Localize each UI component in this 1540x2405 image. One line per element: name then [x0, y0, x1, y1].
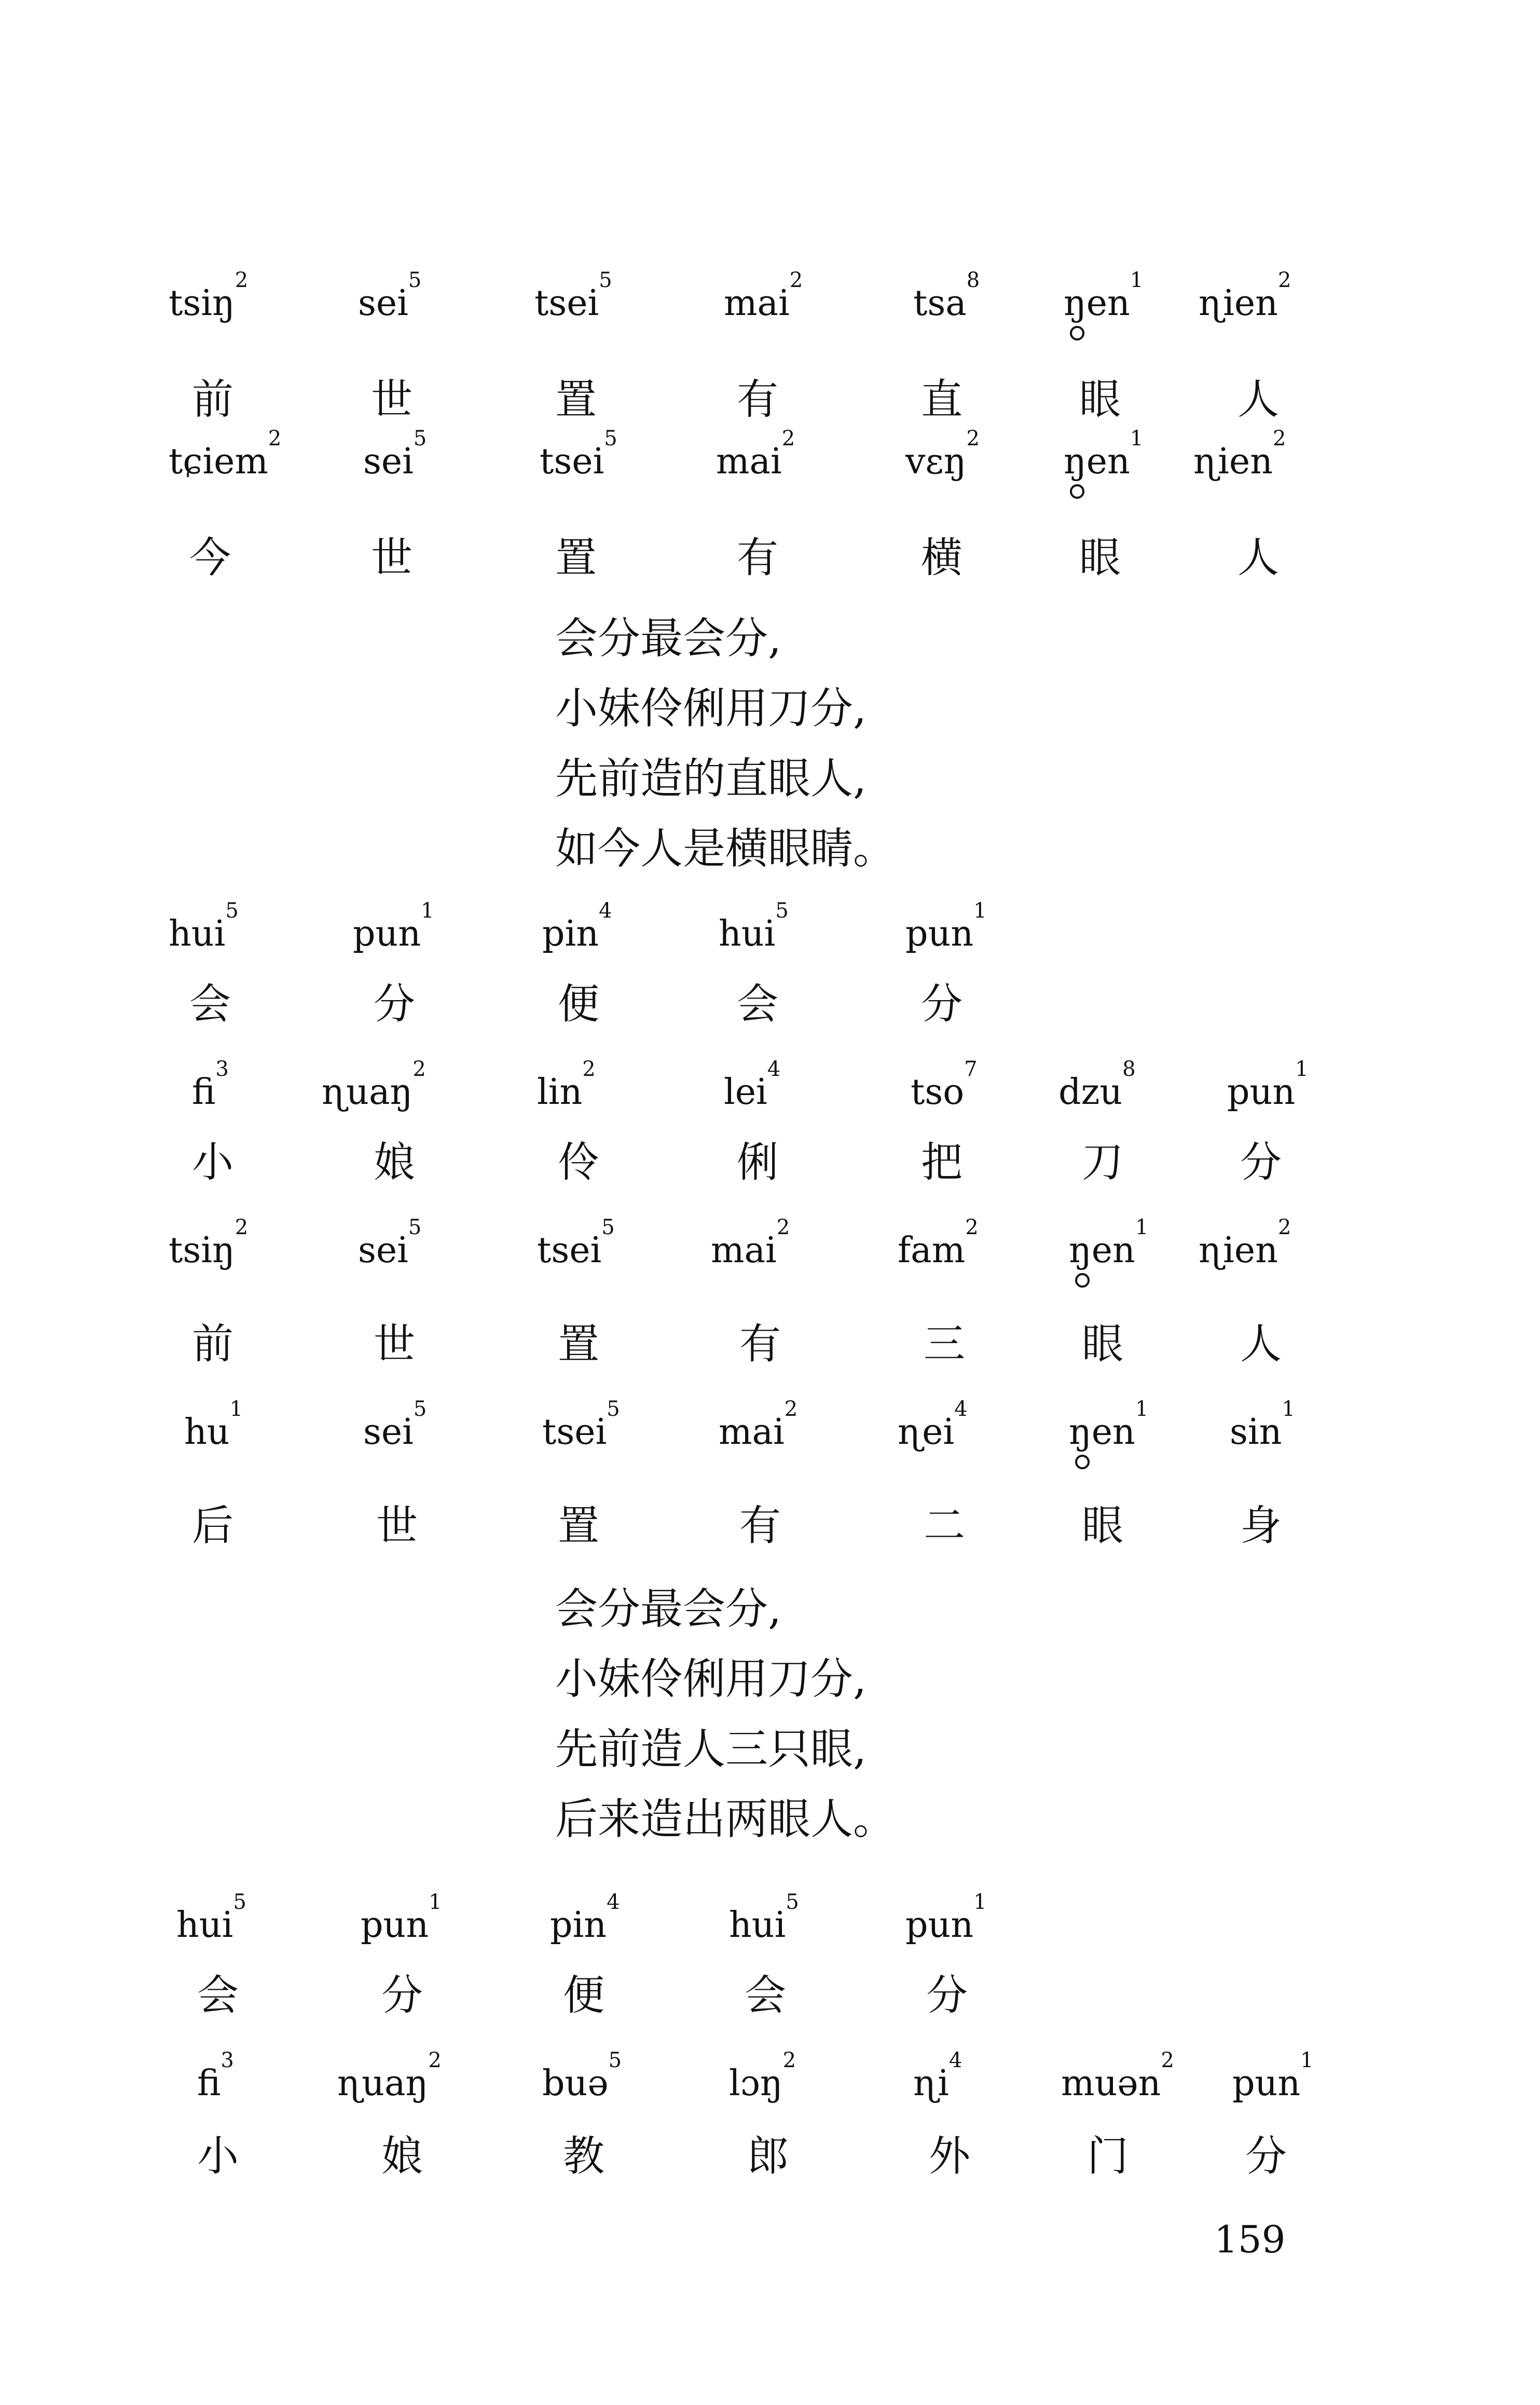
syllable: hui$^5$ [719, 899, 789, 954]
syllable: lɔŋ$^2$ [729, 2048, 796, 2104]
verse-line: 先前造人三只眼, [555, 1725, 867, 1774]
hanzi: 把 [921, 1138, 962, 1186]
syllable: sei$^5$ [358, 1215, 422, 1271]
hanzi: 置 [555, 375, 597, 423]
syllable: ŋen$^1$ [1064, 275, 1143, 332]
hanzi: 置 [558, 1320, 599, 1368]
syllable: mai$^2$ [711, 1215, 790, 1271]
syllable: pun$^1$ [1227, 1057, 1309, 1113]
syllable: ɳien$^2$ [1199, 1215, 1291, 1271]
verse-line: 小妹伶俐用刀分, [555, 1655, 867, 1704]
syllable: pun$^1$ [361, 1890, 442, 1946]
syllable: $fi^3$ [197, 2048, 234, 2104]
hanzi: 外 [929, 2132, 970, 2180]
hanzi: 教 [563, 2132, 604, 2180]
syllable: tsa$^8$ [913, 268, 980, 324]
hanzi-row [0, 529, 1540, 586]
hanzi: 有 [739, 1501, 781, 1550]
hanzi: 分 [374, 980, 415, 1028]
verse-line: 会分最会分, [555, 614, 782, 663]
hanzi: 置 [558, 1501, 599, 1550]
hanzi: 会 [745, 1971, 786, 2019]
hanzi: 俐 [737, 1138, 778, 1186]
syllable: mai$^2$ [724, 268, 803, 324]
syllable: dzu$^8$ [1058, 1057, 1136, 1113]
syllable: tso$^7$ [911, 1057, 978, 1113]
hanzi: 分 [1240, 1138, 1282, 1186]
syllable: sei$^5$ [358, 268, 422, 324]
hanzi: 眼 [1079, 534, 1121, 582]
syllable: pun$^1$ [1232, 2048, 1314, 2104]
hanzi: 眼 [1079, 375, 1121, 423]
hanzi-row [0, 371, 1540, 428]
syllable: ɳien$^2$ [1193, 427, 1286, 482]
syllable: ɳuaŋ$^2$ [337, 2048, 442, 2104]
romanization-row [0, 1215, 1540, 1279]
hanzi: 有 [737, 375, 778, 423]
syllable: tsiŋ$^2$ [169, 268, 249, 324]
hanzi: 世 [374, 1320, 415, 1368]
hanzi-row [0, 1134, 1540, 1191]
syllable: $hu^1$ [184, 1397, 243, 1453]
hanzi: 会 [189, 980, 231, 1028]
hanzi: 有 [737, 534, 778, 582]
hanzi: 人 [1240, 1320, 1282, 1368]
page-number: 159 [1214, 2218, 1286, 2261]
hanzi: 郎 [747, 2132, 789, 2180]
syllable: pin$^4$ [550, 1890, 620, 1946]
hanzi-row [0, 976, 1540, 1033]
hanzi: 眼 [1082, 1320, 1123, 1368]
syllable: tsei$^5$ [542, 1397, 620, 1453]
verse-line: 后来造出两眼人。 [555, 1795, 896, 1844]
hanzi: 有 [739, 1320, 781, 1368]
syllable: ŋen$^1$ [1069, 1404, 1148, 1461]
hanzi: 刀 [1082, 1138, 1123, 1186]
syllable: buə$^5$ [542, 2048, 622, 2104]
syllable: pun$^1$ [905, 1890, 987, 1946]
hanzi: 直 [921, 375, 962, 423]
syllable: lin$^2$ [537, 1057, 596, 1113]
syllable: mai$^2$ [716, 427, 795, 482]
hanzi: 便 [558, 980, 599, 1028]
verse-line: 如今人是横眼睛。 [555, 824, 896, 873]
syllable: $fi^3$ [192, 1057, 229, 1113]
hanzi: 便 [563, 1971, 604, 2019]
syllable: ɳuaŋ$^2$ [322, 1057, 426, 1113]
hanzi: 会 [737, 980, 778, 1028]
hanzi: 横 [921, 534, 962, 582]
romanization-row [0, 268, 1540, 332]
syllable: mai$^2$ [719, 1397, 798, 1453]
verse-line: 会分最会分, [555, 1584, 782, 1634]
syllable: pun$^1$ [353, 899, 434, 954]
verse-line: 先前造的直眼人, [555, 754, 867, 803]
hanzi: 世 [371, 375, 412, 423]
hanzi: 置 [555, 534, 597, 582]
syllable: sei$^5$ [363, 1397, 427, 1453]
hanzi: 后 [192, 1501, 233, 1550]
hanzi-row [0, 1967, 1540, 2024]
syllable: tsei$^5$ [540, 427, 617, 482]
romanization-row [0, 427, 1540, 490]
syllable: tsei$^5$ [534, 268, 612, 324]
hanzi: 小 [192, 1138, 233, 1186]
romanization-row [0, 899, 1540, 963]
syllable: ɳien$^2$ [1199, 268, 1291, 324]
hanzi: 前 [192, 375, 233, 423]
hanzi: 娘 [381, 2132, 423, 2180]
syllable: hui$^5$ [729, 1890, 799, 1946]
hanzi: 门 [1087, 2132, 1129, 2180]
syllable: muən$^2$ [1061, 2048, 1174, 2104]
romanization-row [0, 2048, 1540, 2112]
syllable: $\sin^1$ [1230, 1397, 1295, 1453]
hanzi: 眼 [1082, 1501, 1123, 1550]
syllable: sei$^5$ [363, 427, 427, 482]
romanization-row [0, 1890, 1540, 1954]
hanzi-row [0, 1316, 1540, 1373]
hanzi: 世 [376, 1501, 418, 1550]
syllable: tsiŋ$^2$ [169, 1215, 249, 1271]
syllable: pun$^1$ [905, 899, 987, 954]
hanzi: 人 [1238, 375, 1279, 423]
syllable: ŋen$^1$ [1064, 433, 1143, 490]
syllable: tsei$^5$ [537, 1215, 615, 1271]
hanzi: 身 [1240, 1501, 1282, 1550]
hanzi: 娘 [374, 1138, 415, 1186]
hanzi: 前 [192, 1320, 233, 1368]
hanzi-row [0, 1497, 1540, 1554]
syllable: fam$^2$ [898, 1215, 979, 1271]
hanzi: 今 [189, 534, 231, 582]
syllable: ŋen$^1$ [1069, 1222, 1148, 1279]
romanization-row [0, 1057, 1540, 1121]
hanzi: 伶 [558, 1138, 599, 1186]
syllable: ɳei$^4$ [898, 1397, 968, 1453]
hanzi: 分 [921, 980, 962, 1028]
syllable: tɕiem$^2$ [169, 427, 282, 482]
syllable: lei$^4$ [724, 1057, 781, 1113]
hanzi: 三 [924, 1320, 965, 1368]
hanzi: 人 [1238, 534, 1279, 582]
syllable: hui$^5$ [176, 1890, 246, 1946]
syllable: vɛŋ$^2$ [905, 427, 980, 482]
hanzi: 二 [924, 1501, 965, 1550]
hanzi: 小 [197, 2132, 239, 2180]
hanzi: 会 [197, 1971, 239, 2019]
hanzi: 分 [1245, 2132, 1287, 2180]
syllable: pin$^4$ [542, 899, 612, 954]
hanzi: 分 [926, 1971, 968, 2019]
romanization-row [0, 1397, 1540, 1461]
hanzi-row [0, 2128, 1540, 2185]
verse-line: 小妹伶俐用刀分, [555, 684, 867, 733]
syllable: ɳi$^4$ [913, 2048, 962, 2104]
hanzi: 分 [381, 1971, 423, 2019]
hanzi: 世 [371, 534, 412, 582]
syllable: hui$^5$ [169, 899, 239, 954]
